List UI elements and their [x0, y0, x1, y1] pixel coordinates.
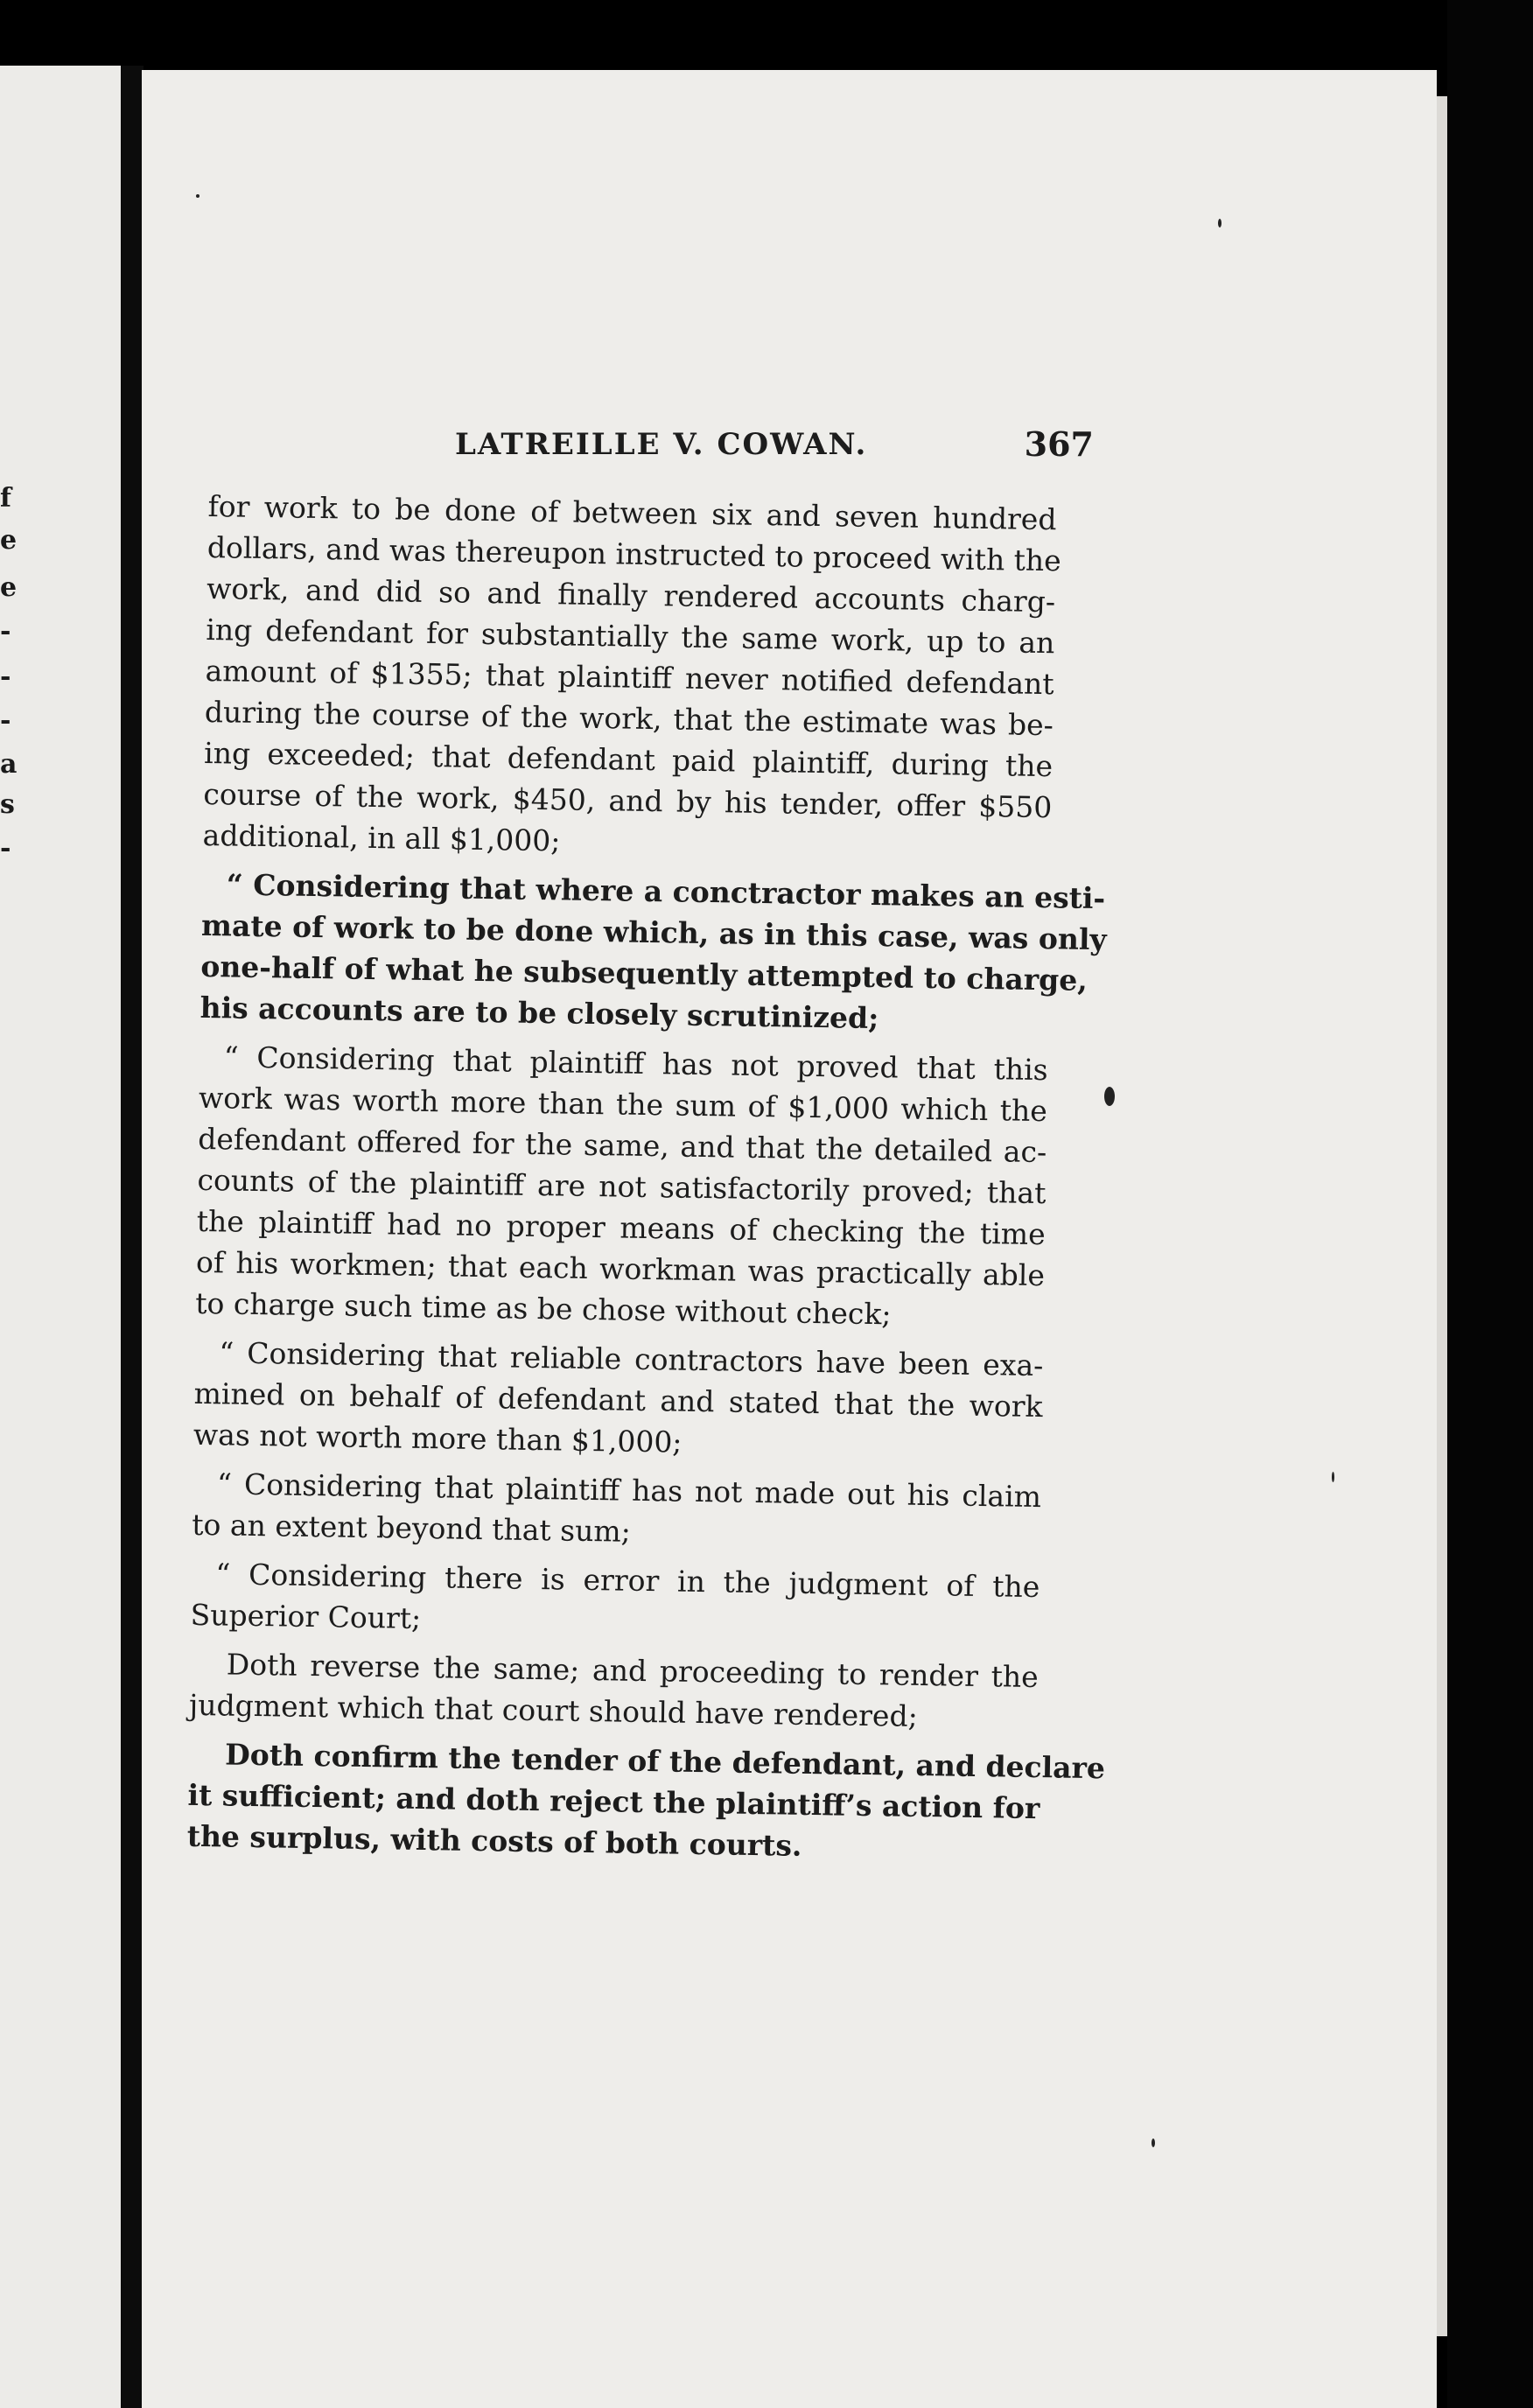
page-body: [186, 486, 1107, 1870]
text-line: of his workmen; that each workman was practically able: [195, 1244, 1046, 1293]
page-edge: [1437, 96, 1447, 2336]
running-head: LATREILLE V. COWAN.: [455, 427, 868, 462]
text-line: Doth confirm the tender of the defendant, and declare: [224, 1737, 1106, 1786]
ink-speck: [1218, 219, 1222, 228]
left-fragment: s: [0, 789, 15, 820]
left-fragment: a: [0, 749, 18, 780]
paragraph: [193, 1332, 1044, 1468]
text-line: amount of $1355; that plaintiff never notified defendant: [205, 653, 1054, 702]
paragraph: [202, 486, 1062, 869]
text-line: work was worth more than the sum of $1,000 which the: [198, 1080, 1048, 1129]
text-line: course of the work, $450, and by his tender, offer $550: [203, 776, 1053, 825]
text-line: mined on behalf of defendant and stated that the work: [193, 1376, 1043, 1424]
text-line: to an extent beyond that sum;: [192, 1507, 632, 1549]
text-line: “ Considering that reliable contractors have been exa-: [219, 1335, 1044, 1383]
text-line: counts of the plaintiff are not satisfactorily proved; that: [197, 1162, 1046, 1211]
text-line: “ Considering that where a conctractor makes an esti-: [226, 867, 1106, 916]
left-fragment: f: [0, 483, 11, 514]
book-gutter: [121, 66, 144, 2408]
text-line: for work to be done of between six and seven hundred: [207, 488, 1057, 537]
text-line: ing exceeded; that defendant paid plaintiff, during the: [203, 735, 1054, 784]
text-line: “ Considering that plaintiff has not proved that this: [223, 1040, 1048, 1088]
text-line: additional, in all $1,000;: [202, 817, 561, 858]
text-line: work, and did so and finally rendered accounts charg-: [206, 570, 1056, 620]
text-line: judgment which that court should have rendered;: [188, 1687, 919, 1733]
left-fragment: -: [0, 833, 11, 864]
text-line: during the course of the work, that the estimate was be-: [204, 694, 1054, 743]
ink-speck: [1152, 2138, 1155, 2147]
text-line: the plaintiff had no proper means of checking the time: [196, 1203, 1046, 1252]
text-line: one-half of what he subsequently attempted to charge,: [200, 948, 1088, 998]
text-line: was not worth more than $1,000;: [192, 1417, 682, 1460]
left-fragment: -: [0, 616, 11, 647]
left-fragment: e: [0, 572, 18, 603]
left-fragment: e: [0, 525, 18, 556]
text-line: his accounts are to be closely scrutinized;: [200, 990, 879, 1036]
ink-speck: [1104, 1087, 1115, 1106]
paragraph: [189, 1643, 1039, 1739]
text-line: the surplus, with costs of both courts.: [186, 1818, 802, 1863]
ink-speck: [1332, 1472, 1334, 1482]
text-line: dollars, and was thereupon instructed to proceed with the: [206, 529, 1062, 578]
page-number: 367: [1024, 424, 1094, 464]
paragraph: [195, 1036, 1048, 1337]
left-fragment: -: [0, 705, 11, 736]
left-page-margin: [0, 66, 124, 2408]
text-line: to charge such time as be chose without check;: [195, 1285, 892, 1332]
text-line: ing defendant for substantially the same work, up to an: [206, 612, 1055, 661]
paragraph: [186, 1733, 1106, 1870]
text-line: “ Considering there is error in the judgment of the: [215, 1557, 1040, 1605]
scan-background: [1447, 0, 1533, 2408]
text-line: defendant offered for the same, and that the detailed ac-: [197, 1121, 1047, 1170]
text-line: Doth reverse the same; and proceeding to render the: [226, 1647, 1040, 1695]
text-line: it sufficient; and doth reject the plaintiff’s action for: [187, 1777, 1040, 1826]
paragraph: [192, 1463, 1041, 1558]
paragraph: [190, 1553, 1040, 1648]
left-fragment: -: [0, 662, 11, 692]
text-line: Superior Court;: [190, 1597, 422, 1635]
paragraph: [200, 864, 1107, 1041]
left-page-fragments: [0, 66, 124, 2408]
text-line: “ Considering that plaintiff has not made out his claim: [216, 1466, 1042, 1515]
text-line: mate of work to be done which, as in this case, was only: [200, 907, 1107, 957]
ink-speck: [196, 194, 200, 198]
